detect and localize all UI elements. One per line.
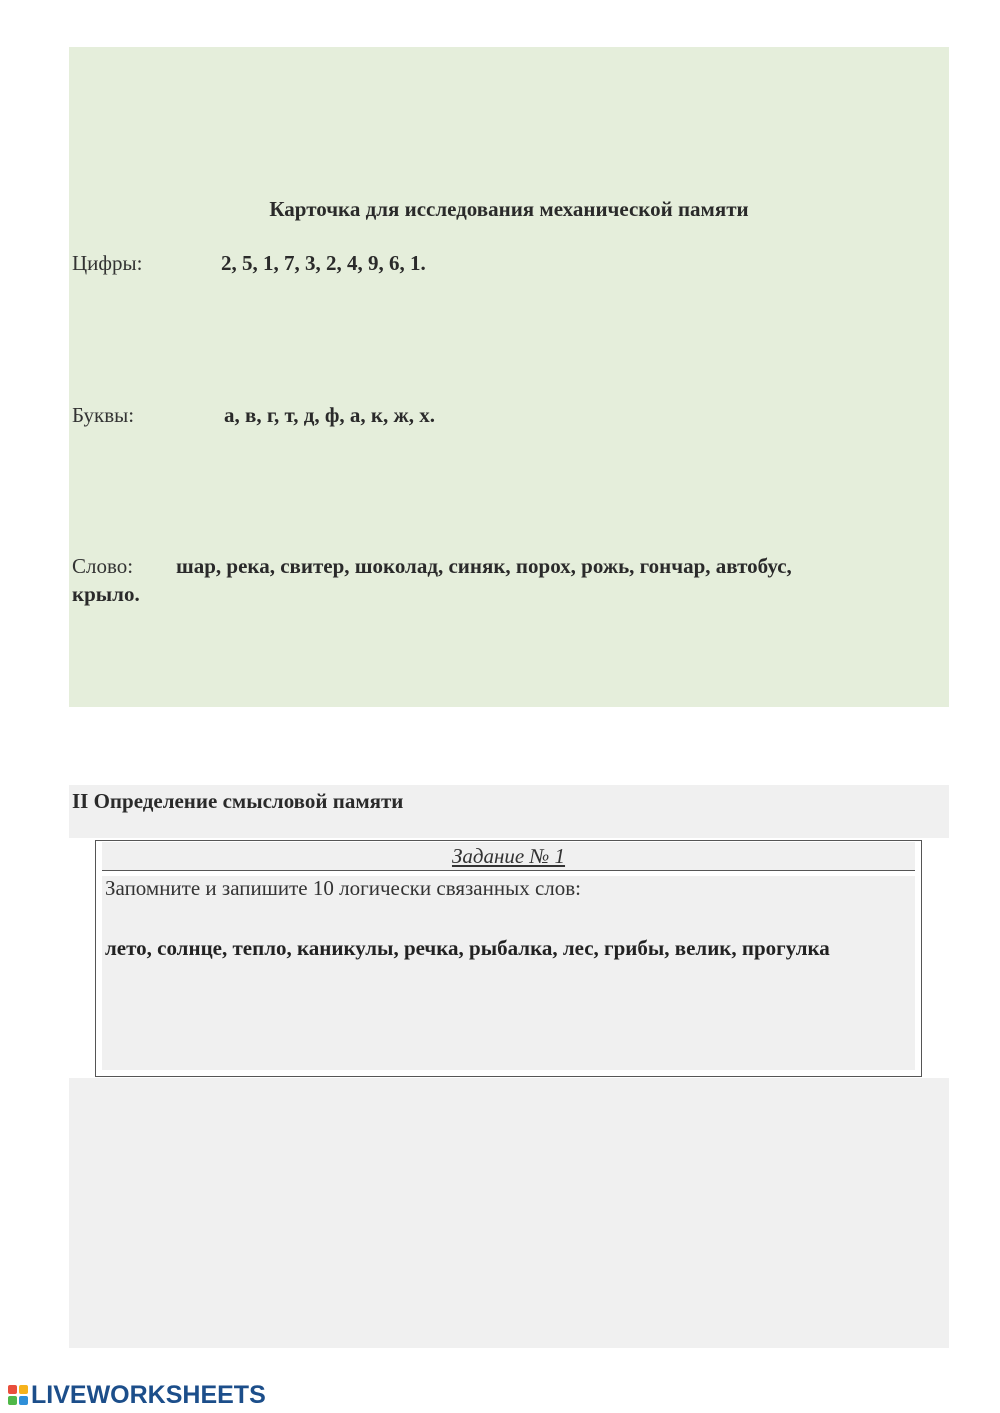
answer-area[interactable] — [69, 1078, 949, 1348]
logo-square-red — [8, 1385, 17, 1394]
words-label: Слово: — [72, 554, 134, 578]
task-body — [102, 876, 915, 1070]
task-title-bar — [102, 842, 915, 871]
task-words: лето, солнце, тепло, каникулы, речка, рыбалка, лес, грибы, велик, прогулка — [105, 936, 830, 960]
letters-label: Буквы: — [72, 403, 135, 427]
task-title: Задание № 1 — [451, 844, 566, 868]
memory-card — [69, 47, 949, 707]
section-heading: II Определение смысловой памяти — [72, 789, 404, 813]
liveworksheets-logo — [8, 1380, 266, 1409]
logo-square-green — [8, 1396, 17, 1405]
task-instruction: Запомните и запишите 10 логически связанных слов: — [105, 876, 581, 900]
words-value: шар, река, свитер, шоколад, синяк, порох, рожь, гончар, автобус, — [176, 554, 792, 578]
logo-text: LIVEWORKSHEETS — [31, 1380, 266, 1409]
digits-value: 2, 5, 1, 7, 3, 2, 4, 9, 6, 1. — [221, 251, 426, 275]
task-box — [95, 840, 922, 1077]
logo-squares-icon — [8, 1385, 28, 1405]
logo-square-blue — [19, 1396, 28, 1405]
card-title: Карточка для исследования механической памяти — [269, 197, 749, 221]
digits-label: Цифры: — [72, 251, 143, 275]
logo-square-yellow — [19, 1385, 28, 1394]
section-heading-bar — [69, 785, 949, 838]
words-value-continued: крыло. — [72, 582, 140, 606]
letters-value: а, в, г, т, д, ф, а, к, ж, х. — [224, 403, 435, 427]
